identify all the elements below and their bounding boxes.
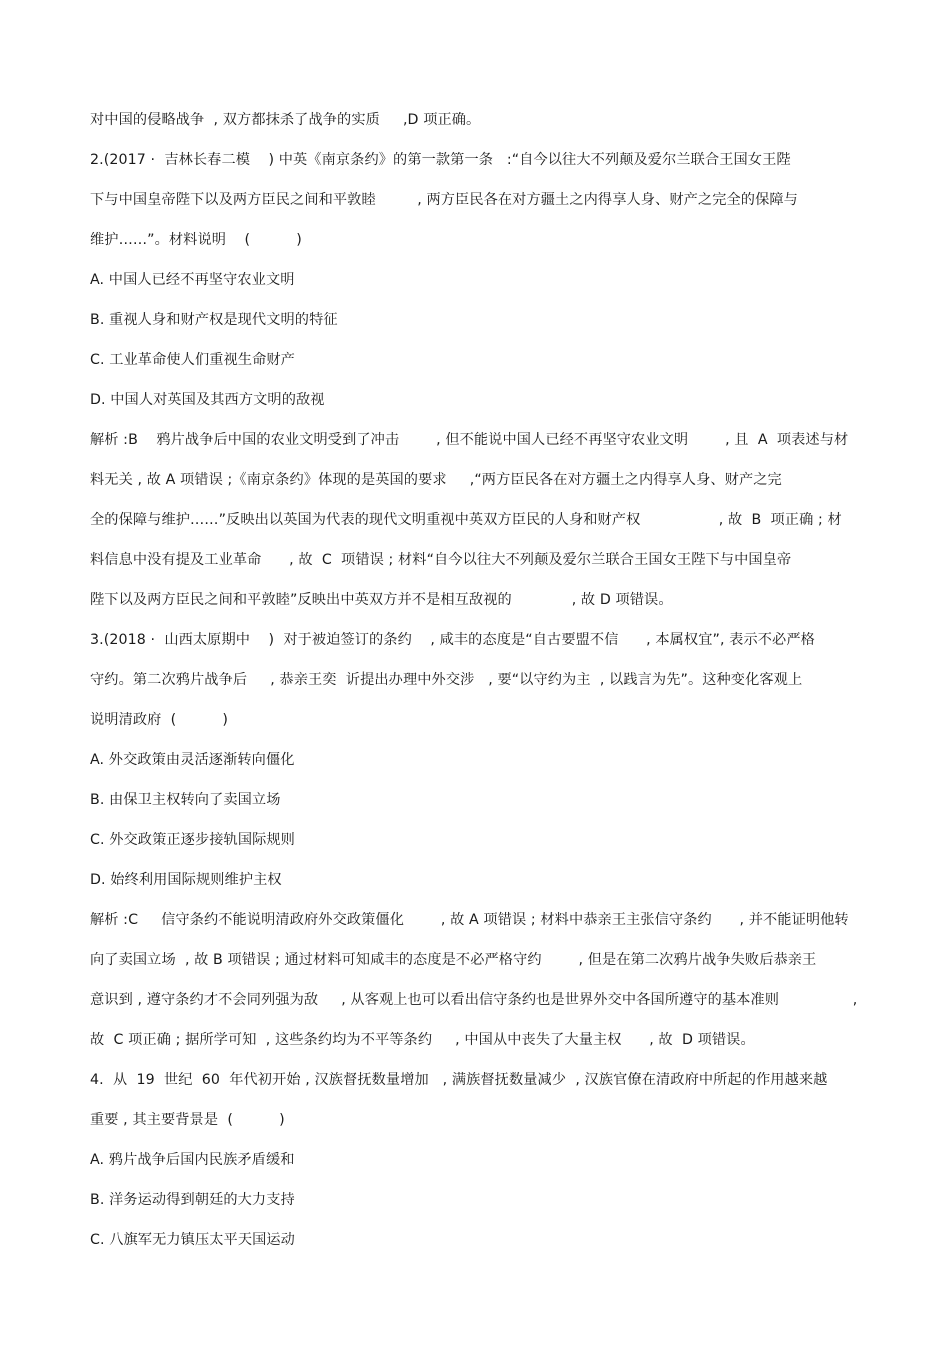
text-line: 陛下以及两方臣民之间和平敦睦”反映出中英双方并不是相互敌视的 , 故 D 项错误。 [90,592,673,608]
text-line: 料信息中没有提及工业革命 , 故 C 项错误 ; 材料“自今以往大不列颠及爱尔兰联合王国女王陛下与中国皇帝 [90,552,792,568]
option-a: A. 鸦片战争后国内民族矛盾缓和 [90,1152,295,1168]
text-line: 意识到 , 遵守条约才不会同列强为敌 , 从客观上也可以看出信守条约也是世界外交中各国所遵守的基本准则 , [90,992,858,1008]
text-line: 下与中国皇帝陛下以及两方臣民之间和平敦睦 , 两方臣民各在对方疆土之内得享人身、财产之完全的保障与 [90,192,798,208]
text-line: 对中国的侵略战争 , 双方都抹杀了战争的实质 ,D 项正确。 [90,112,481,128]
text-line: 故 C 项正确 ; 据所学可知 , 这些条约均为不平等条约 , 中国从中丧失了大量主权 , 故 D 项错误。 [90,1032,755,1048]
option-c: C. 外交政策正逐步接轨国际规则 [90,832,295,848]
text-line: 全的保障与维护……”反映出以英国为代表的现代文明重视中英双方臣民的人身和财产权 , 故 B 项正确 ; 材 [90,512,842,528]
text-line: 料无关 , 故 A 项错误 ;《南京条约》体现的是英国的要求 ,“两方臣民各在对方疆土之内得享人身、财产之完 [90,472,782,488]
option-d: D. 始终利用国际规则维护主权 [90,872,282,888]
option-d: D. 中国人对英国及其西方文明的敌视 [90,392,325,408]
analysis-3: 解析 :C 信守条约不能说明清政府外交政策僵化 , 故 A 项错误 ; 材料中恭亲王主张信守条约 , 并不能证明他转 [90,912,849,928]
text-line: 维护……”。材料说明 ( ) [90,232,302,248]
option-a: A. 外交政策由灵活逐渐转向僵化 [90,752,295,768]
option-a: A. 中国人已经不再坚守农业文明 [90,272,295,288]
option-b: B. 由保卫主权转向了卖国立场 [90,792,281,808]
option-b: B. 洋务运动得到朝廷的大力支持 [90,1192,295,1208]
option-b: B. 重视人身和财产权是现代文明的特征 [90,312,338,328]
question-2-stem: 2.(2017 · 吉林长春二模 ) 中英《南京条约》的第一款第一条 :“自今以往大不列颠及爱尔兰联合王国女王陛 [90,152,791,168]
question-3-stem: 3.(2018 · 山西太原期中 ) 对于被迫签订的条约 , 咸丰的态度是“自古要盟不信 , 本属权宜”, 表示不必严格 [90,632,815,648]
analysis-2: 解析 :B 鸦片战争后中国的农业文明受到了冲击 , 但不能说中国人已经不再坚守农业文明 , 且 A 项表述与材 [90,432,849,448]
text-line: 重要 , 其主要背景是 ( ) [90,1112,285,1128]
text-line: 说明清政府 ( ) [90,712,229,728]
text-line: 向了卖国立场 , 故 B 项错误 ; 通过材料可知咸丰的态度是不必严格守约 , 但是在第二次鸦片战争失败后恭亲王 [90,952,817,968]
option-c: C. 八旗军无力镇压太平天国运动 [90,1232,295,1248]
text-line: 守约。第二次鸦片战争后 , 恭亲王奕 䜣提出办理中外交涉 , 要“以守约为主 , 以践言为先”。这种变化客观上 [90,672,803,688]
option-c: C. 工业革命使人们重视生命财产 [90,352,295,368]
question-4-stem: 4. 从 19 世纪 60 年代初开始 , 汉族督抚数量增加 , 满族督抚数量减少 , 汉族官僚在清政府中所起的作用越来越 [90,1072,828,1088]
